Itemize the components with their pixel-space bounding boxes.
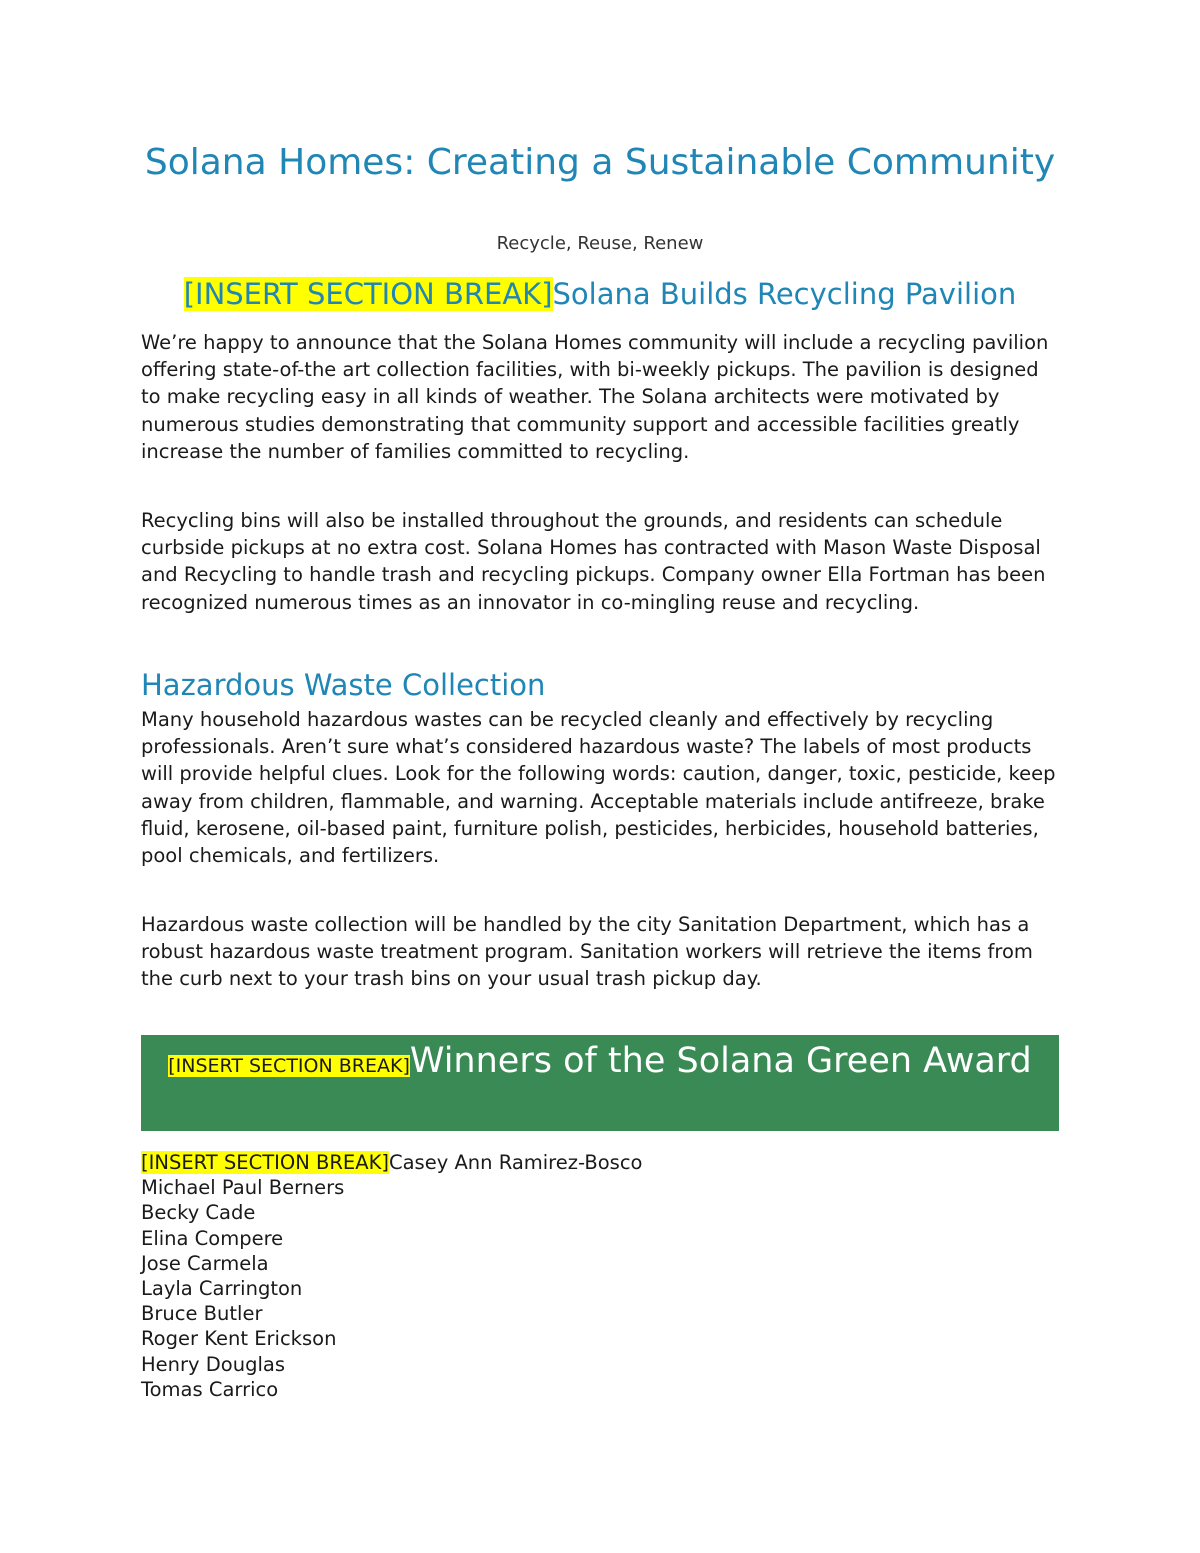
document-title: Solana Homes: Creating a Sustainable Community (144, 142, 1056, 183)
winners-list (141, 1150, 642, 1402)
hazard-heading: Hazardous Waste Collection (141, 668, 546, 702)
winner-item: Roger Kent Erickson (141, 1327, 337, 1351)
winner-item: Tomas Carrico (141, 1377, 279, 1401)
section-break-marker: [INSERT SECTION BREAK] (141, 1151, 389, 1174)
document-subtitle: Recycle, Reuse, Renew (496, 233, 704, 254)
pavilion-paragraph: We’re happy to announce that the Solana Homes community will include a recycling pavilion offering state-of-the art collection facilities, with bi-weekly pickups. The pavilion is designed to make recycling easy in all kinds of weather. The Solana architects were motivated by numerous studies demonstrating that community support and accessible facilities greatly increase the number of families committed to recycling. (141, 331, 1049, 463)
pavilion-paragraph: Recycling bins will also be installed throughout the grounds, and residents can schedule curbside pickups at no extra cost. Solana Homes has contracted with Mason Waste Disposal and Recycling to handle trash and recycling pickups. Company owner Ella Fortman has been recognized numerous times as an innovator in co-mingling reuse and recycling. (141, 509, 1046, 614)
winner-name: Casey Ann Ramirez-Bosco (388, 1151, 643, 1174)
winner-item: Layla Carrington (141, 1277, 303, 1301)
pavilion-heading-text: Solana Builds Recycling Pavilion (552, 277, 1017, 311)
winner-item: Henry Douglas (141, 1352, 285, 1376)
winner-item: Bruce Butler (141, 1302, 263, 1326)
award-heading-text: Winners of the Solana Green Award (409, 1041, 1032, 1081)
section-break-marker: [INSERT SECTION BREAK] (183, 277, 553, 311)
winner-item (141, 1150, 642, 1175)
hazard-paragraph: Hazardous waste collection will be handled by the city Sanitation Department, which has a robust hazardous waste treatment program. Sanitation workers will retrieve the items from the curb next to your trash bins on your usual trash pickup day. (141, 913, 1033, 991)
winner-item: Michael Paul Berners (141, 1176, 345, 1200)
section-break-marker: [INSERT SECTION BREAK] (168, 1055, 410, 1077)
hazard-paragraph: Many household hazardous wastes can be recycled cleanly and effectively by recycling professionals. Aren’t sure what’s considered hazardous waste? The labels of most products will provide helpful clues. Look for the following words: caution, danger, toxic, pesticide, keep away from children, flammable, and warning. Acceptable materials include antifreeze, brake fluid, kerosene, oil-based paint, furniture polish, pesticides, herbicides, household batteries, pool chemicals, and fertilizers. (141, 708, 1056, 868)
winner-item: Jose Carmela (141, 1251, 269, 1275)
award-heading-banner (141, 1035, 1059, 1131)
pavilion-heading (141, 274, 1059, 314)
winner-item: Elina Compere (141, 1226, 284, 1250)
winner-item: Becky Cade (141, 1201, 256, 1225)
